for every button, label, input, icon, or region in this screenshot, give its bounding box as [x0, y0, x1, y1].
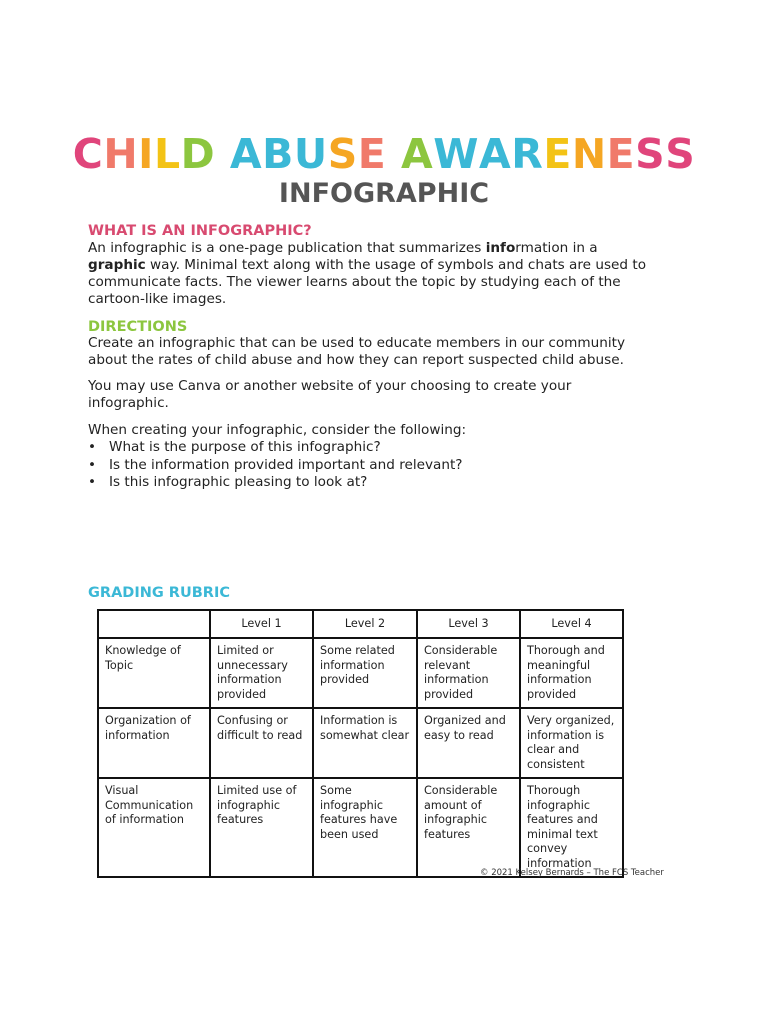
title-letter: S — [635, 130, 666, 178]
what-is-bold-graphic: graphic — [88, 257, 146, 273]
title-letter: B — [262, 130, 294, 178]
rubric-header-level-3: Level 3 — [417, 610, 520, 638]
title-letter: U — [293, 130, 328, 178]
title-letter: N — [571, 130, 607, 178]
title-letter: A — [229, 130, 263, 178]
rubric-header-level-2: Level 2 — [313, 610, 417, 638]
rubric-header-level-1: Level 1 — [210, 610, 313, 638]
title-letter: S — [327, 130, 358, 178]
what-is-text-1: An infographic is a one-page publication that summarizes — [88, 240, 486, 256]
title-letter: D — [180, 130, 216, 178]
title-letter: H — [103, 130, 139, 178]
title-letter — [386, 129, 401, 179]
rubric-cell: Some infographic features have been used — [313, 778, 417, 877]
rubric-header-level-4: Level 4 — [520, 610, 623, 638]
what-is-bold-info: info — [485, 240, 516, 256]
grading-rubric-heading: GRADING RUBRIC — [88, 585, 230, 601]
bullet-item: • Is this infographic pleasing to look at? — [88, 474, 648, 492]
rubric-cell: Considerable relevant information provided — [417, 638, 520, 708]
title-letter: E — [606, 130, 636, 178]
what-is-text-3: way. Minimal text along with the usage of symbols and chats are used to communicate facts. The viewer learns about the topic by studying each of the cartoon-like images. — [88, 257, 647, 307]
rubric-cell: Information is somewhat clear — [313, 708, 417, 778]
table-row — [98, 708, 623, 778]
title-letter: A — [401, 130, 434, 178]
bullet-item: • What is the purpose of this infographic? — [88, 439, 648, 457]
what-is-paragraph — [88, 240, 648, 308]
rubric-cell: Organized and easy to read — [417, 708, 520, 778]
document-title — [0, 129, 768, 179]
title-letter: S — [665, 130, 696, 178]
directions-paragraph-2: You may use Canva or another website of your choosing to create your infographic. — [88, 378, 572, 411]
copyright-footer: © 2021 Kelsey Bernards – The FCS Teacher — [480, 868, 664, 878]
rubric-cell: Some related information provided — [313, 638, 417, 708]
rubric-cell: Limited or unnecessary information provided — [210, 638, 313, 708]
directions-bullet-list — [88, 439, 648, 492]
rubric-cell: Limited use of infographic features — [210, 778, 313, 877]
what-is-heading: WHAT IS AN INFOGRAPHIC? — [88, 223, 312, 239]
document-subtitle: INFOGRAPHIC — [278, 178, 490, 209]
rubric-cell: Considerable amount of infographic features — [417, 778, 520, 877]
table-row — [98, 638, 623, 708]
directions-paragraph-1: Create an infographic that can be used to educate members in our community about the rates of child abuse and how they can report suspected child abuse. — [88, 335, 626, 368]
bullet-item: • Is the information provided important and relevant? — [88, 457, 648, 475]
directions-heading: DIRECTIONS — [88, 319, 188, 335]
directions-paragraph-3: When creating your infographic, consider the following: — [88, 422, 467, 438]
rubric-cell: Confusing or difficult to read — [210, 708, 313, 778]
rubric-criterion: Visual Communication of information — [98, 778, 210, 877]
grading-rubric-table — [97, 609, 624, 878]
rubric-header-blank — [98, 610, 210, 638]
title-letter: C — [72, 130, 104, 178]
title-letter: R — [511, 130, 544, 178]
title-letter: A — [479, 130, 512, 178]
title-letter: L — [153, 130, 181, 178]
title-letter: E — [543, 130, 572, 178]
title-letter: W — [433, 130, 479, 178]
rubric-criterion: Organization of information — [98, 708, 210, 778]
rubric-header-row — [98, 610, 623, 638]
table-row — [98, 778, 623, 877]
what-is-text-2: rmation in a — [515, 240, 598, 256]
title-letter — [215, 129, 230, 179]
rubric-criterion: Knowledge of Topic — [98, 638, 210, 708]
title-letter: I — [138, 130, 154, 178]
rubric-cell: Thorough infographic features and minimal text convey information — [520, 778, 623, 877]
title-letter: E — [357, 130, 387, 178]
rubric-cell: Very organized, information is clear and consistent — [520, 708, 623, 778]
rubric-cell: Thorough and meaningful information provided — [520, 638, 623, 708]
